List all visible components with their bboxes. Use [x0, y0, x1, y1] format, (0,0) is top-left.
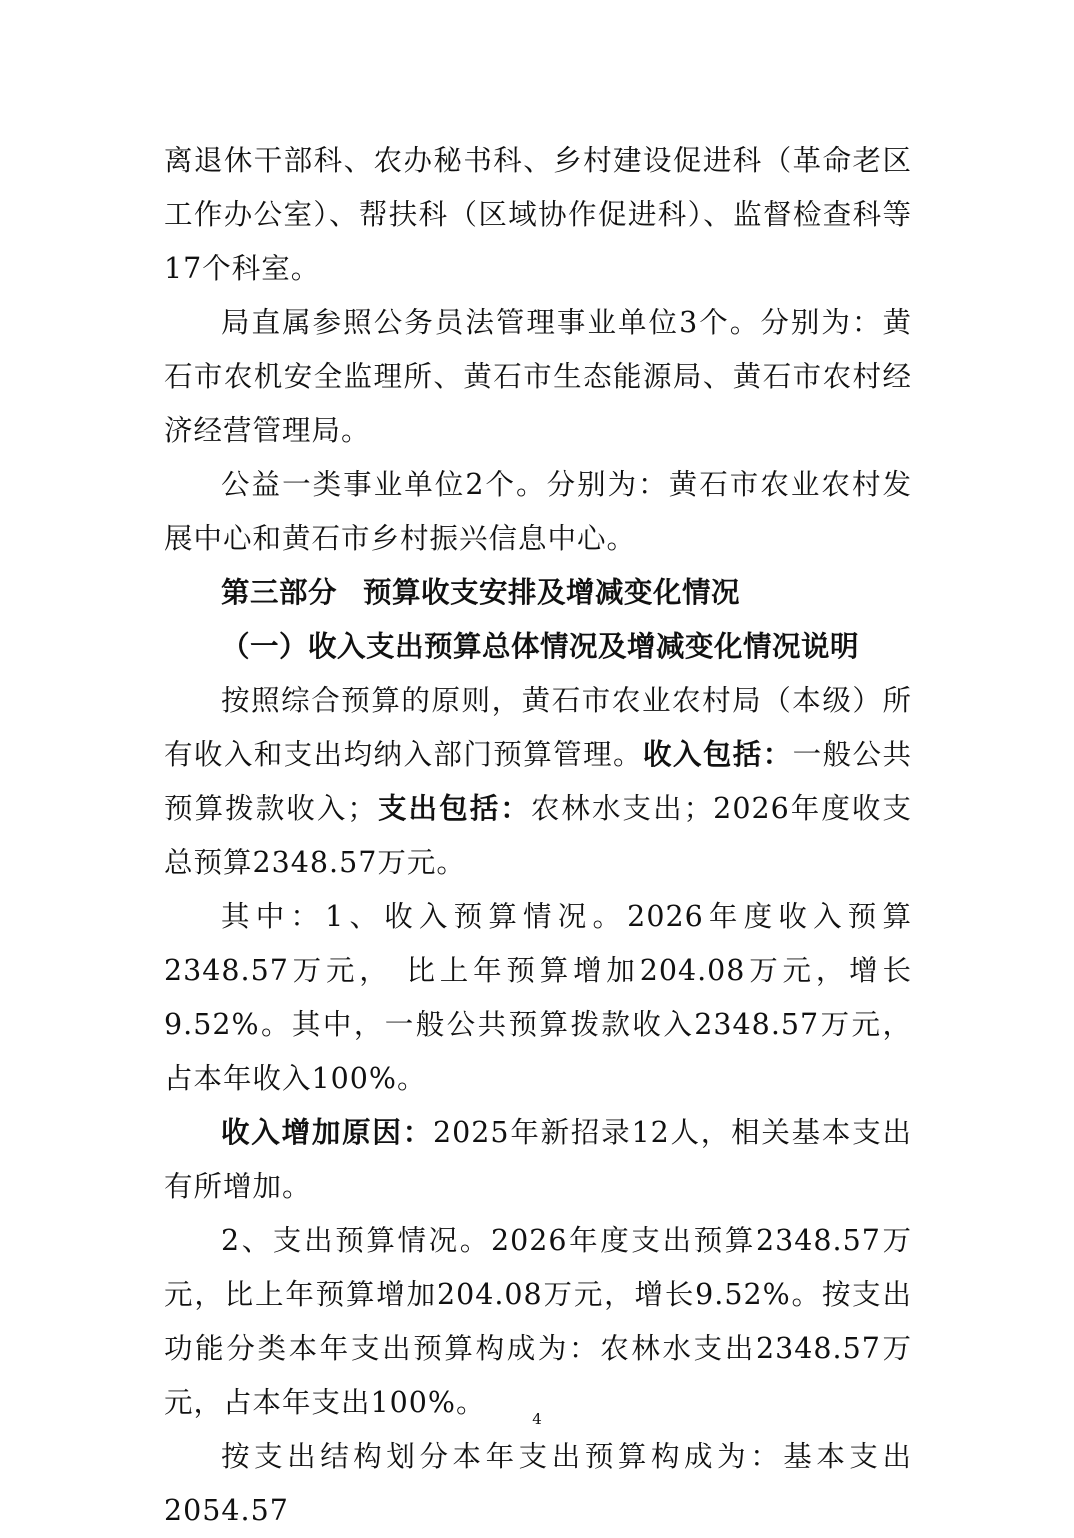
paragraph-affiliated-units: 局直属参照公务员法管理事业单位3个。分别为：黄石市农机安全监理所、黄石市生态能源局、黄石市农村经济经营管理局。 [164, 306, 912, 447]
income-includes-label: 收入包括： [642, 738, 793, 771]
paragraph-expense-structure: 按支出结构划分本年支出预算构成为：基本支出2054.57 [164, 1440, 912, 1527]
section-heading-part3-number: 第三部分 [221, 576, 338, 609]
subsection-heading-1: （一）收入支出预算总体情况及增减变化情况说明 [221, 630, 860, 663]
page-number: 4 [532, 1410, 542, 1428]
expense-includes-text: 农林水支出；2026年度收支总预算2348.57万元。 [164, 792, 912, 879]
paragraph-public-welfare-units: 公益一类事业单位2个。分别为：黄石市农业农村发展中心和黄石市乡村振兴信息中心。 [164, 468, 912, 555]
income-increase-label: 收入增加原因： [221, 1116, 433, 1149]
income-increase-text: 2025年新招录12人，相关基本支出有所增加。 [164, 1116, 912, 1203]
section-heading-part3-title: 预算收支安排及增减变化情况 [363, 576, 741, 609]
document-body [164, 134, 912, 1538]
paragraph-expense-budget: 2、支出预算情况。2026年度支出预算2348.57万元，比上年预算增加204.08万元，增长9.52%。按支出功能分类本年支出预算构成为：农林水支出2348.57万元，占本年支出100%。 [164, 1224, 912, 1419]
paragraph-budget-principle [164, 674, 912, 890]
budget-principle-text: 按照综合预算的原则，黄石市农业农村局（本级）所有收入和支出均纳入部门预算管理。 [164, 684, 912, 771]
income-includes-text: 一般公共预算拨款收入； [164, 738, 912, 825]
paragraph-income-budget: 其中：1、收入预算情况。2026年度收入预算2348.57万元， 比上年预算增加204.08万元，增长9.52%。其中，一般公共预算拨款收入2348.57万元，占本年收入100%。 [164, 900, 912, 1095]
section-heading-part3 [164, 566, 912, 620]
paragraph-income-increase-reason [164, 1106, 912, 1214]
expense-includes-label: 支出包括： [376, 792, 531, 825]
paragraph-department-list: 离退休干部科、农办秘书科、乡村建设促进科（革命老区工作办公室）、帮扶科（区域协作促进科）、监督检查科等17个科室。 [164, 144, 912, 285]
